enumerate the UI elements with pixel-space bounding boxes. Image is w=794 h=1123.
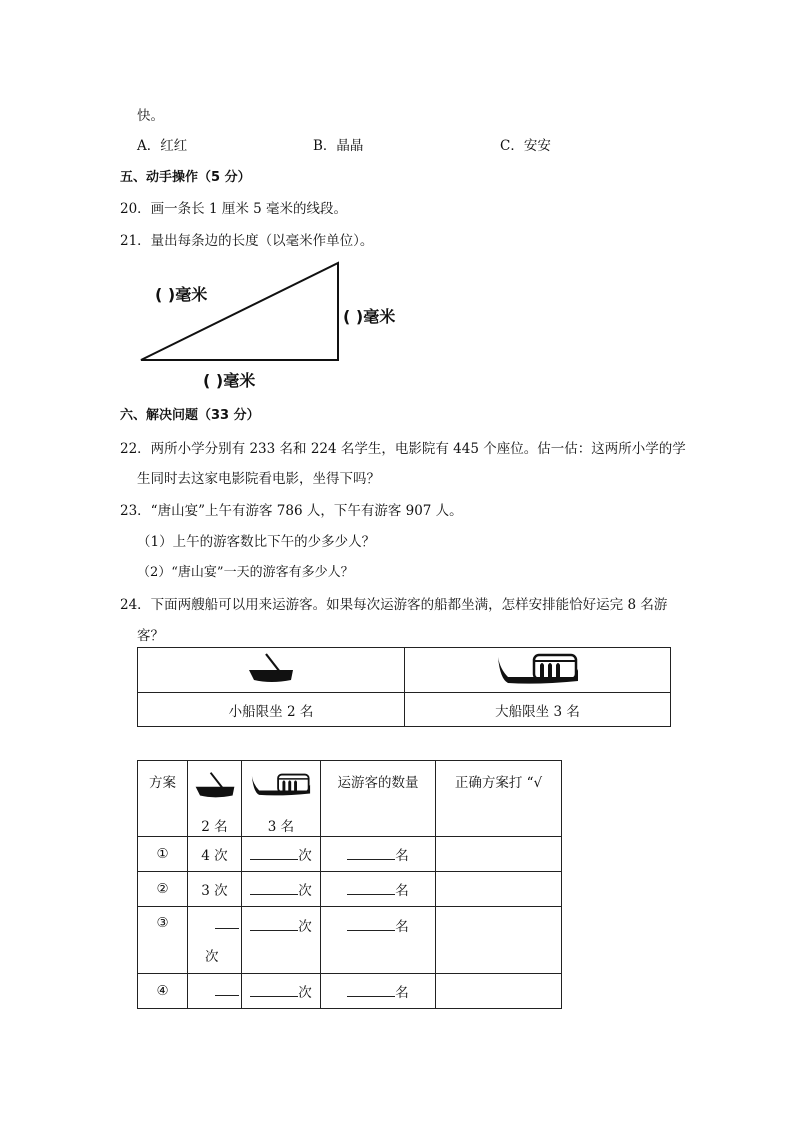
q21-text: 21．量出每条边的长度（以毫米作单位）。 (120, 233, 374, 249)
big-boat-icon (249, 769, 313, 799)
small-boat-cell (138, 648, 405, 693)
unit-label: 次 (298, 985, 312, 1001)
blank-line[interactable] (347, 984, 395, 997)
small-boat-icon (246, 650, 296, 686)
row2-big[interactable] (242, 872, 321, 907)
q19-continuation: 快。 (137, 108, 164, 124)
blank-line[interactable] (250, 847, 298, 860)
unit-label: 名 (395, 883, 409, 899)
blank-line[interactable] (347, 847, 395, 860)
row3-small[interactable] (188, 907, 242, 974)
big-boat-cap-label: 3 名 (267, 818, 295, 835)
section6-heading: 六、解决问题（33 分） (120, 408, 260, 423)
unit-label: 名 (395, 985, 409, 1001)
triangle-figure (138, 260, 348, 365)
row4-count[interactable] (321, 974, 436, 1009)
row3-count[interactable] (321, 907, 436, 974)
unit-label: 次 (205, 948, 219, 965)
blank-line[interactable] (250, 918, 298, 931)
row2-check[interactable] (436, 872, 562, 907)
boat-info-table (137, 647, 671, 727)
small-boat-capacity: 小船限坐 2 名 (138, 693, 405, 727)
row2-no: ② (138, 872, 188, 907)
unit-label: 名 (395, 848, 409, 864)
row2-count[interactable] (321, 872, 436, 907)
unit-label: 名 (395, 919, 409, 935)
blank-line[interactable] (250, 984, 298, 997)
row4-small[interactable] (188, 974, 242, 1009)
header-big-boat (242, 761, 321, 837)
section5-heading: 五、动手操作（5 分） (120, 170, 251, 185)
blank-line[interactable] (347, 918, 395, 931)
hypotenuse-label: ( )毫米 (155, 285, 208, 304)
q20-text: 20．画一条长 1 厘米 5 毫米的线段。 (120, 201, 348, 217)
q19-option-b: B．晶晶 (313, 138, 364, 154)
q23-part1: （1）上午的游客数比下午的少多少人？ (137, 534, 376, 550)
bottom-side-label: ( )毫米 (203, 371, 256, 390)
unit-label: 次 (298, 883, 312, 899)
small-boat-icon (193, 769, 237, 801)
q24-line2: 客？ (137, 628, 164, 644)
big-boat-capacity: 大船限坐 3 名 (405, 693, 671, 727)
row3-no: ③ (138, 907, 188, 974)
blank-line[interactable] (215, 983, 239, 996)
q24-line1: 24．下面两艘船可以用来运游客。如果每次运游客的船都坐满，怎样安排能恰好运完 8 名游 (120, 597, 668, 613)
unit-label: 次 (298, 919, 312, 935)
big-boat-cell (405, 648, 671, 693)
row1-count[interactable] (321, 837, 436, 872)
unit-label: 次 (298, 848, 312, 864)
row4-big[interactable] (242, 974, 321, 1009)
header-correct: 正确方案打 “√ (436, 761, 562, 837)
header-small-boat (188, 761, 242, 837)
blank-line[interactable] (215, 916, 239, 929)
q22-line1: 22．两所小学分别有 233 名和 224 名学生，电影院有 445 个座位。估一估：这两所小学的学 (120, 441, 686, 457)
row1-big[interactable] (242, 837, 321, 872)
triangle-shape (141, 263, 338, 360)
row1-small: 4 次 (188, 837, 242, 872)
row3-check[interactable] (436, 907, 562, 974)
row1-no: ① (138, 837, 188, 872)
plan-table (137, 760, 562, 1009)
blank-line[interactable] (347, 882, 395, 895)
right-side-label: ( )毫米 (343, 307, 396, 326)
q19-option-c: C．安安 (500, 138, 551, 154)
header-passengers: 运游客的数量 (321, 761, 436, 837)
q22-line2: 生同时去这家电影院看电影，坐得下吗？ (137, 471, 380, 487)
header-plan: 方案 (138, 761, 188, 837)
q23-part2: （2）“唐山宴”一天的游客有多少人？ (137, 565, 354, 580)
blank-line[interactable] (250, 882, 298, 895)
row4-no: ④ (138, 974, 188, 1009)
row3-big[interactable] (242, 907, 321, 974)
big-boat-icon (494, 649, 582, 687)
row1-check[interactable] (436, 837, 562, 872)
q23-text: 23．“唐山宴”上午有游客 786 人，下午有游客 907 人。 (120, 503, 463, 519)
q19-option-a: A．红红 (137, 138, 188, 154)
row4-check[interactable] (436, 974, 562, 1009)
small-boat-cap-label: 2 名 (201, 818, 228, 835)
row2-small: 3 次 (188, 872, 242, 907)
